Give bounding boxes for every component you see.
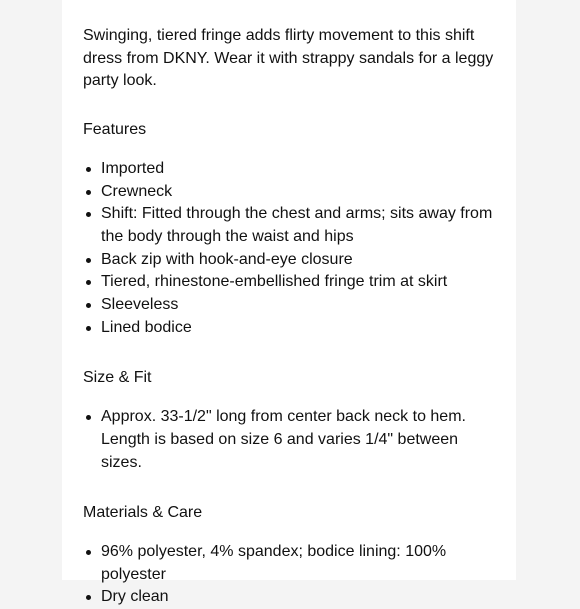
list-item: Crewneck: [83, 181, 496, 204]
features-heading: Features: [83, 121, 147, 139]
bullet-icon: [86, 212, 91, 217]
materials-care-heading: Materials & Care: [83, 504, 203, 522]
product-description-panel: [62, 0, 516, 606]
list-item: Sleeveless: [83, 294, 496, 317]
bullet-icon: [86, 258, 91, 263]
list-item: Shift: Fitted through the chest and arms; sits away from the body through the waist and hips: [83, 203, 496, 248]
list-item: Tiered, rhinestone-embellished fringe trim at skirt: [83, 271, 496, 294]
features-section: [83, 119, 496, 339]
features-list: [83, 158, 496, 340]
list-item: Back zip with hook-and-eye closure: [83, 249, 496, 272]
bullet-icon: [86, 595, 91, 600]
bullet-icon: [86, 326, 91, 331]
size-fit-heading: Size & Fit: [83, 369, 152, 387]
list-item: 96% polyester, 4% spandex; bodice lining: 100% polyester: [83, 541, 496, 586]
bullet-icon: [86, 303, 91, 308]
bullet-icon: [86, 167, 91, 172]
bullet-icon: [86, 190, 91, 195]
list-item: Approx. 33-1/2" long from center back neck to hem. Length is based on size 6 and varies 1/4" between sizes.: [83, 406, 496, 474]
list-item: Imported: [83, 158, 496, 181]
materials-care-section: [83, 502, 496, 609]
bullet-icon: [86, 550, 91, 555]
list-item: Dry clean: [83, 586, 496, 609]
bullet-icon: [86, 280, 91, 285]
size-fit-list: [83, 406, 496, 474]
list-item: Lined bodice: [83, 317, 496, 340]
size-fit-section: [83, 367, 496, 474]
bullet-icon: [86, 415, 91, 420]
product-intro-text: Swinging, tiered fringe adds flirty movement to this shift dress from DKNY. Wear it with strappy sandals for a leggy party look.: [83, 27, 494, 90]
materials-care-list: [83, 541, 496, 609]
